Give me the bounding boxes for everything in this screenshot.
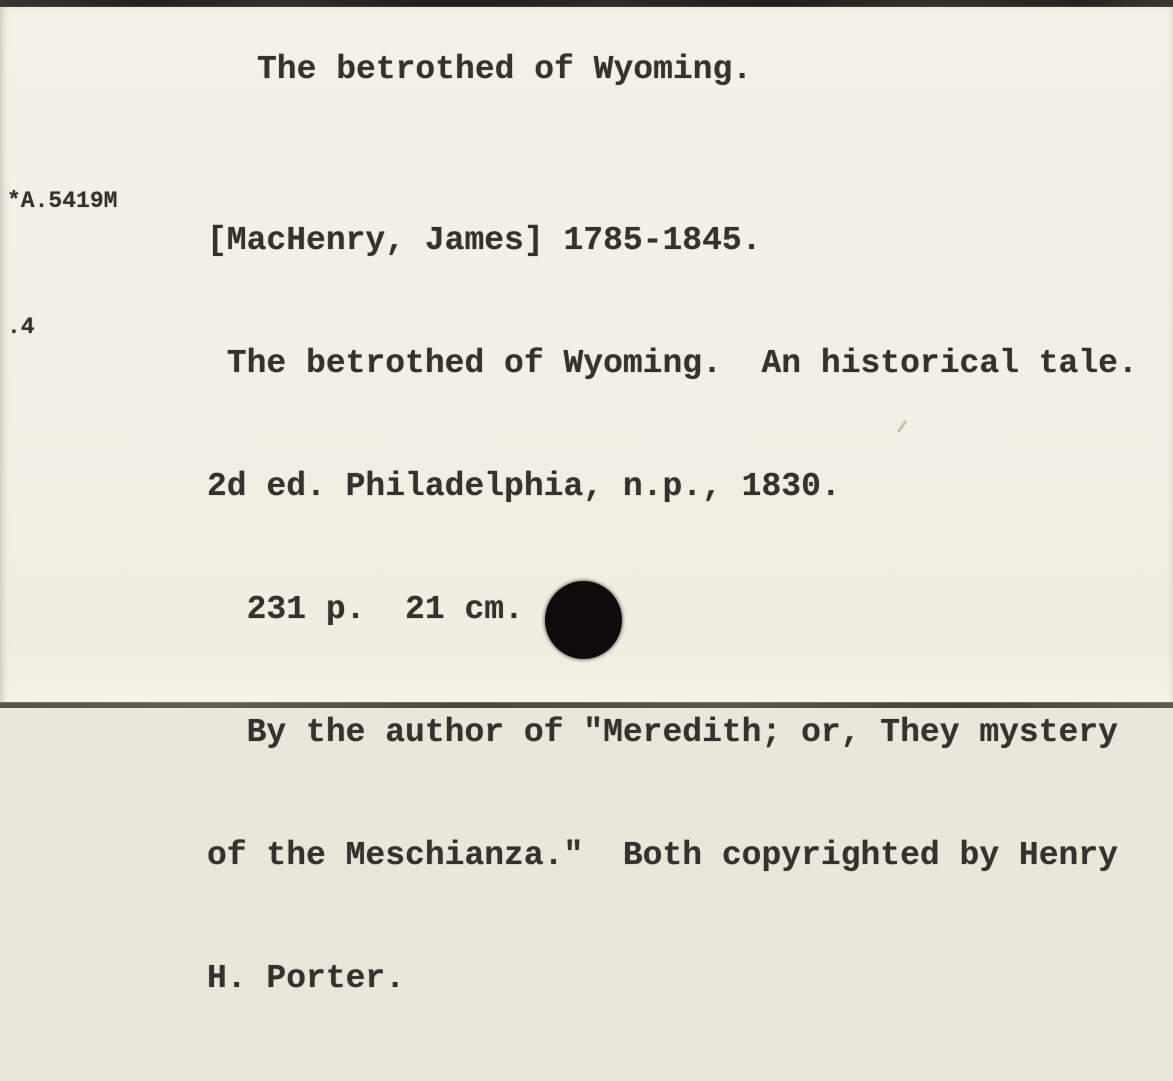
catalog-entry (207, 138, 1138, 1081)
call-number-line-2: .4 (7, 314, 35, 340)
hole-punch (545, 581, 622, 659)
call-number (7, 96, 117, 432)
catalog-line: The betrothed of Wyoming. An historical tale. (207, 345, 1138, 382)
catalog-line: 2d ed. Philadelphia, n.p., 1830. (207, 468, 841, 505)
call-number-line-1: *A.5419M (7, 188, 118, 214)
catalog-line: 231 p. 21 cm. (207, 591, 524, 628)
catalog-line: H. Porter. (207, 960, 406, 997)
catalog-line: [MacHenry, James] 1785-1845. (207, 222, 762, 259)
catalog-line: By the author of "Meredith; or, They mystery (207, 714, 1118, 751)
card-stack-edge-bottom (0, 702, 1173, 708)
card-stack-edge-top (0, 0, 1173, 7)
catalog-line: of the Meschianza." Both copyrighted by Henry (207, 837, 1118, 874)
title-heading: The betrothed of Wyoming. (257, 51, 753, 88)
